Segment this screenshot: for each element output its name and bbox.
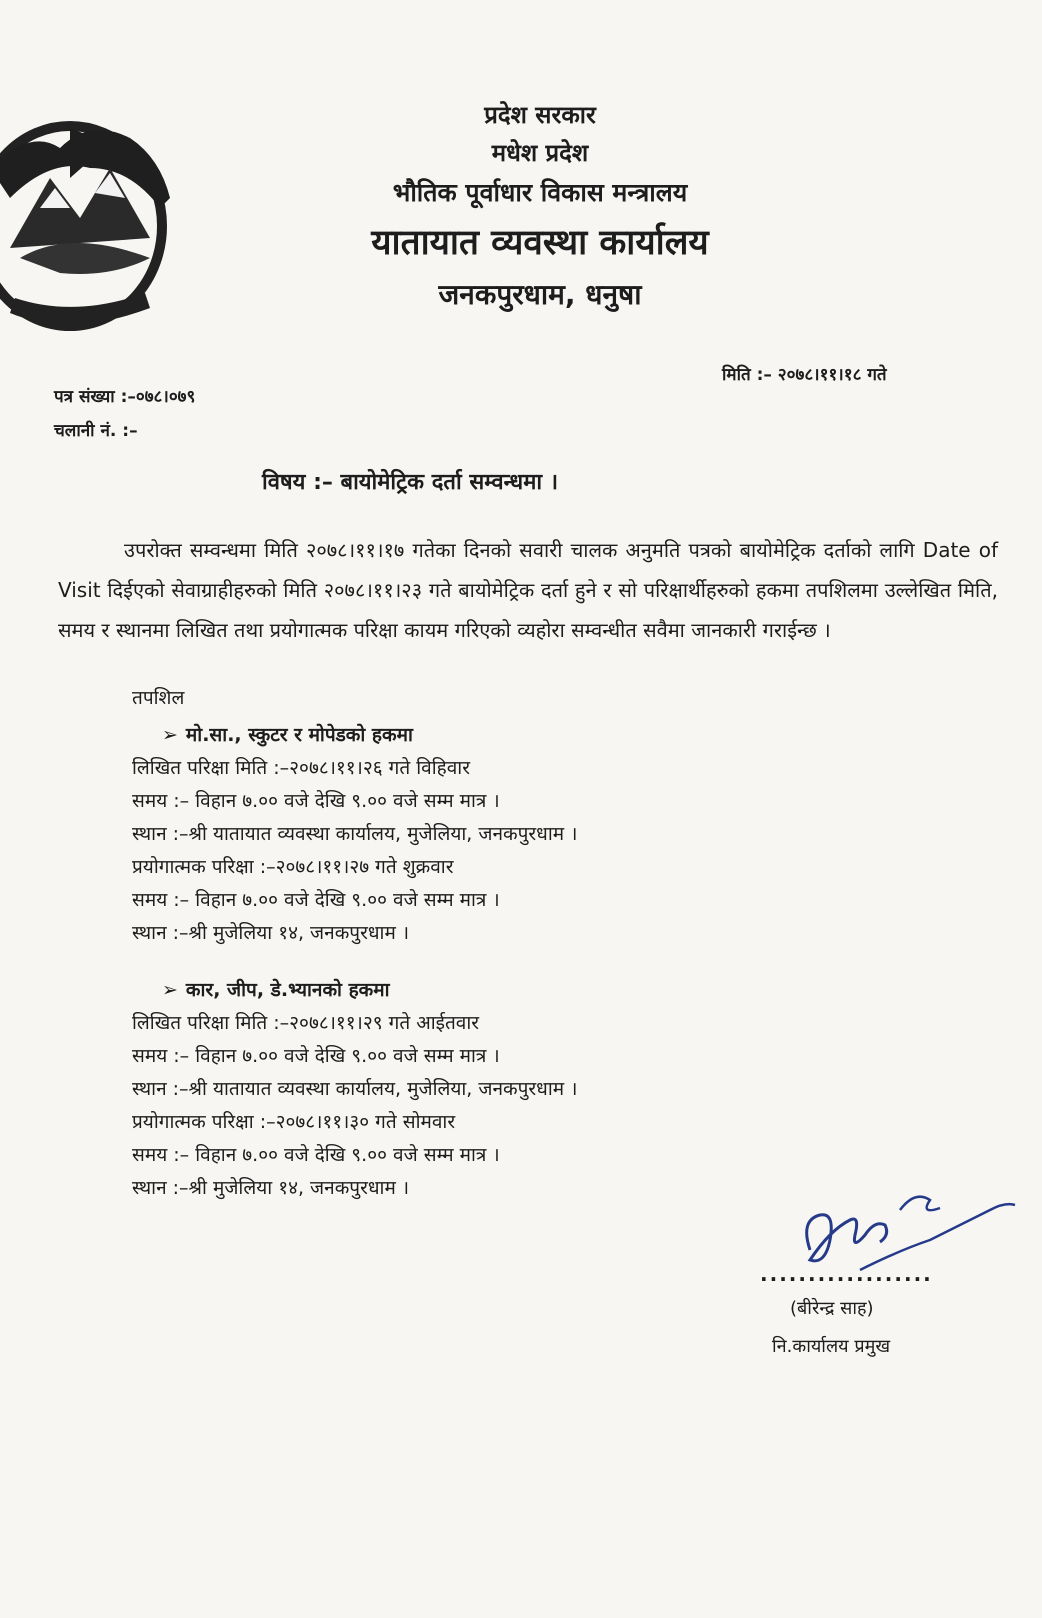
nepal-government-emblem-icon: [0, 108, 180, 334]
signature-dotted-line: ..................: [760, 1262, 933, 1286]
schedule: [132, 682, 577, 1205]
schedule-category-two-wheeler: ➢ मो.सा., स्कुटर र मोपेडको हकमा: [162, 724, 413, 746]
letter-body: [58, 530, 998, 650]
office-header: [250, 96, 830, 318]
header-line-ministry: भौतिक पूर्वाधार विकास मन्त्रालय: [392, 178, 688, 207]
letter-subject: विषय :– बायोमेट्रिक दर्ता सम्वन्धमा ।: [262, 470, 559, 495]
header-line-province: मधेश प्रदेश: [491, 139, 589, 167]
header-line-location: जनकपुरधाम, धनुषा: [438, 278, 642, 311]
letter-reference: [54, 380, 195, 448]
schedule-line: समय :– विहान ७.०० वजे देखि ९.०० वजे सम्म मात्र ।: [132, 889, 500, 911]
schedule-line: प्रयोगात्मक परिक्षा :–२०७८।११।२७ गते शुक्रवार: [132, 856, 454, 878]
header-line-office: यातायात व्यवस्था कार्यालय: [371, 223, 709, 263]
signatory-name: (बीरेन्द्र साह): [790, 1298, 874, 1319]
schedule-line: समय :– विहान ७.०० वजे देखि ९.०० वजे सम्म मात्र ।: [132, 1045, 500, 1067]
schedule-line: समय :– विहान ७.०० वजे देखि ९.०० वजे सम्म मात्र ।: [132, 1144, 500, 1166]
dispatch-number: चलानी नं. :–: [54, 421, 138, 441]
schedule-line: प्रयोगात्मक परिक्षा :–२०७८।११।३० गते सोमवार: [132, 1111, 456, 1133]
schedule-heading: तपशिल: [132, 687, 185, 709]
schedule-line: स्थान :–श्री मुजेलिया १४, जनकपुरधाम ।: [132, 1177, 410, 1199]
arrow-bullet-icon: ➢: [162, 979, 178, 1001]
signatory-title: नि.कार्यालय प्रमुख: [772, 1336, 891, 1357]
schedule-line: स्थान :–श्री मुजेलिया १४, जनकपुरधाम ।: [132, 922, 410, 944]
schedule-line: लिखित परिक्षा मिति :–२०७८।११।२६ गते विहिवार: [132, 757, 470, 779]
schedule-line: समय :– विहान ७.०० वजे देखि ९.०० वजे सम्म मात्र ।: [132, 790, 500, 812]
schedule-category-four-wheeler: ➢ कार, जीप, डे.भ्यानको हकमा: [162, 979, 390, 1001]
arrow-bullet-icon: ➢: [162, 724, 178, 746]
schedule-line: स्थान :–श्री यातायात व्यवस्था कार्यालय, मुजेलिया, जनकपुरधाम ।: [132, 823, 578, 845]
schedule-line: स्थान :–श्री यातायात व्यवस्था कार्यालय, मुजेलिया, जनकपुरधाम ।: [132, 1078, 578, 1100]
schedule-line: लिखित परिक्षा मिति :–२०७८।११।२९ गते आईतवार: [132, 1012, 480, 1034]
letter-number: पत्र संख्या :–०७८।०७९: [54, 387, 196, 407]
letter-date: मिति :– २०७८।११।१८ गते: [722, 365, 887, 385]
header-line-province-government: प्रदेश सरकार: [484, 101, 596, 129]
body-paragraph: उपरोक्त सम्वन्धमा मिति २०७८।११।१७ गतेका दिनको सवारी चालक अनुमति पत्रको बायोमेट्रिक दर्ताको लागि Date of Visit दिईएको सेवाग्राहीहरुको मिति २०७८।११।२३ गते बायोमेट्रिक दर्ता हुने र सो परिक्षार्थीहरुको हकमा तपशिलमा उल्लेखित मिति, समय र स्थानमा लिखित तथा प्रयोगात्मक परिक्षा कायम गरिएको व्यहोरा सम्वन्धीत सवैमा जानकारी गराईन्छ ।: [58, 538, 998, 642]
